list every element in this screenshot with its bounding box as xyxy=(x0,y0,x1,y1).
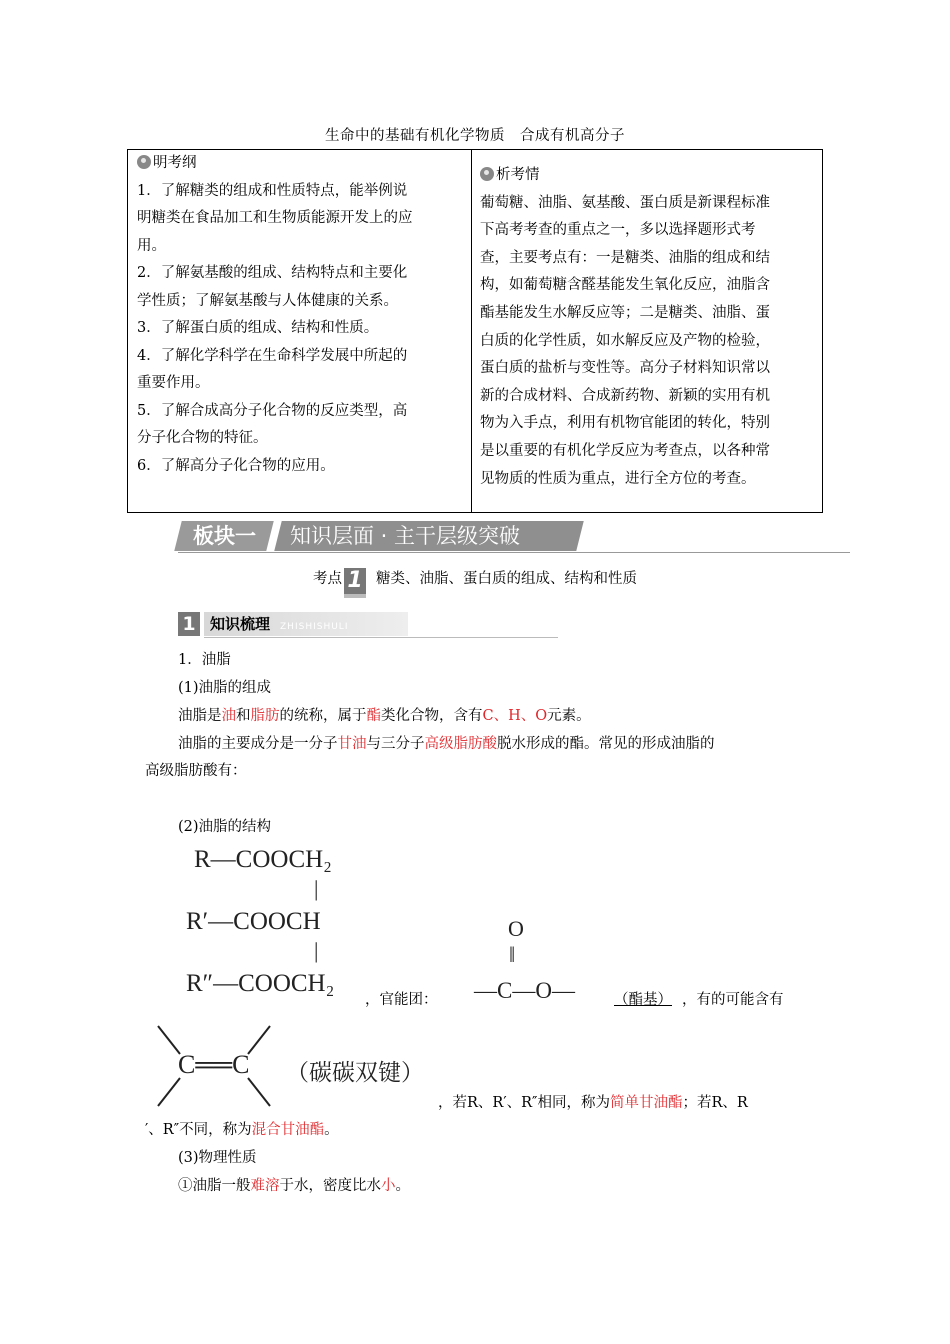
bullet-icon xyxy=(137,155,151,169)
triglyceride-line-3: R″—COOCH₂ xyxy=(186,970,335,997)
analysis-column xyxy=(480,162,816,493)
block-label: 板块一 xyxy=(174,521,273,551)
outline-line: 分子化合物的特征。 xyxy=(137,430,268,446)
triglyceride-line-2: R′—COOCH xyxy=(186,908,321,935)
banner-rule xyxy=(178,552,850,553)
analysis-line: 构，如葡萄糖含醛基能发生氧化反应，油脂含 xyxy=(480,277,770,294)
carbon-double-bond-name: （碳碳双键） xyxy=(286,1060,424,1086)
carbon-double-bond: C══C xyxy=(178,1050,250,1079)
analysis-line: 查，主要考点有：一是糖类、油脂的组成和结 xyxy=(480,249,770,266)
outline-column xyxy=(137,150,463,480)
outline-line: 3．了解蛋白质的组成、结构和性质。 xyxy=(137,320,379,336)
triglyceride-bond-2: | xyxy=(314,938,319,963)
outline-line: 用。 xyxy=(137,237,166,254)
section-banner xyxy=(178,521,850,555)
section-rule xyxy=(204,637,558,638)
topic-title: 糖类、油脂、蛋白质的组成、结构和性质 xyxy=(376,571,637,587)
analysis-line: 见物质的性质为重点，进行全方位的考查。 xyxy=(480,470,756,487)
box-divider xyxy=(471,150,472,512)
analysis-line: 下高考考查的重点之一，多以选择题形式考 xyxy=(480,222,756,239)
topic-number: 1 xyxy=(344,568,366,598)
outline-line: 5．了解合成高分子化合物的反应类型，高 xyxy=(137,402,408,419)
analysis-line: 蛋白质的盐析与变性等。高分子材料知识常以 xyxy=(480,360,770,377)
paragraph-main-component-cont: 高级脂肪酸有： xyxy=(145,763,247,779)
ester-group: —C—O— xyxy=(474,978,575,1003)
section-label: 知识梳理 ZHISHISHULI xyxy=(204,612,408,636)
knowledge-review-heading xyxy=(178,612,558,638)
outline-line: 明糖类在食品加工和生物质能源开发上的应 xyxy=(137,210,413,226)
subheading-structure: (2)油脂的结构 xyxy=(178,819,272,835)
may-contain-text: ，有的可能含有 xyxy=(682,992,784,1008)
section-number: 1 xyxy=(178,612,200,636)
analysis-line: 是以重要的有机化学反应为考查点，以各种常 xyxy=(480,442,770,459)
topic-heading: 考点 1 糖类、油脂、蛋白质的组成、结构和性质 xyxy=(0,567,950,598)
outline-line: 重要作用。 xyxy=(137,375,210,391)
page-title: 生命中的基础有机化学物质 合成有机高分子 xyxy=(325,128,625,144)
subheading-composition: (1)油脂的组成 xyxy=(178,680,272,696)
subheading-physical-properties: (3)物理性质 xyxy=(178,1150,257,1166)
outline-line: 4．了解化学科学在生命科学发展中所起的 xyxy=(137,347,408,364)
analysis-line: 新的合成材料、合成新药物、新颖的实用有机 xyxy=(480,387,770,404)
functional-group-label: ，官能团： xyxy=(365,992,438,1008)
ester-carbonyl-o: O xyxy=(508,916,524,941)
bullet-icon xyxy=(480,167,494,181)
physical-property-1: ①油脂一般难溶于水，密度比水小。 xyxy=(178,1178,410,1194)
paragraph-main-component: 油脂的主要成分是一分子甘油与三分子高级脂肪酸脱水形成的酯。常见的形成油脂的 xyxy=(178,736,715,752)
analysis-heading: 析考情 xyxy=(480,162,816,190)
analysis-line: 白质的化学性质，如水解反应及产物的检验， xyxy=(480,332,770,349)
heading-oils: 1．油脂 xyxy=(178,652,231,668)
triglyceride-line-1: R—COOCH₂ xyxy=(194,846,332,873)
mixed-glyceride-text: ′、R″不同，称为混合甘油酯。 xyxy=(145,1122,339,1138)
outline-line: 2．了解氨基酸的组成、结构特点和主要化 xyxy=(137,265,408,281)
simple-glyceride-text: ，若R、R′、R″相同，称为简单甘油酯；若R、R xyxy=(438,1095,748,1111)
outline-heading: 明考纲 xyxy=(137,150,463,178)
outline-line: 1．了解糖类的组成和性质特点，能举例说 xyxy=(137,182,408,199)
analysis-line: 物为入手点，利用有机物官能团的转化，特别 xyxy=(480,415,770,432)
outline-line: 6．了解高分子化合物的应用。 xyxy=(137,457,335,474)
outline-line: 学性质；了解氨基酸与人体健康的关系。 xyxy=(137,292,398,309)
analysis-line: 葡萄糖、油脂、氨基酸、蛋白质是新课程标准 xyxy=(480,194,770,211)
ester-double-bond: ‖ xyxy=(509,942,516,967)
ester-name: （酯基） xyxy=(614,992,672,1008)
triglyceride-bond-1: | xyxy=(314,876,319,901)
block-title: 知识层面 · 主干层级突破 xyxy=(274,521,583,551)
paragraph-definition: 油脂是油和脂肪的统称，属于酯类化合物，含有C、H、O元素。 xyxy=(178,708,591,724)
analysis-line: 酯基能发生水解反应等；二是糖类、油脂、蛋 xyxy=(480,304,770,321)
exam-outline-box xyxy=(127,149,823,513)
